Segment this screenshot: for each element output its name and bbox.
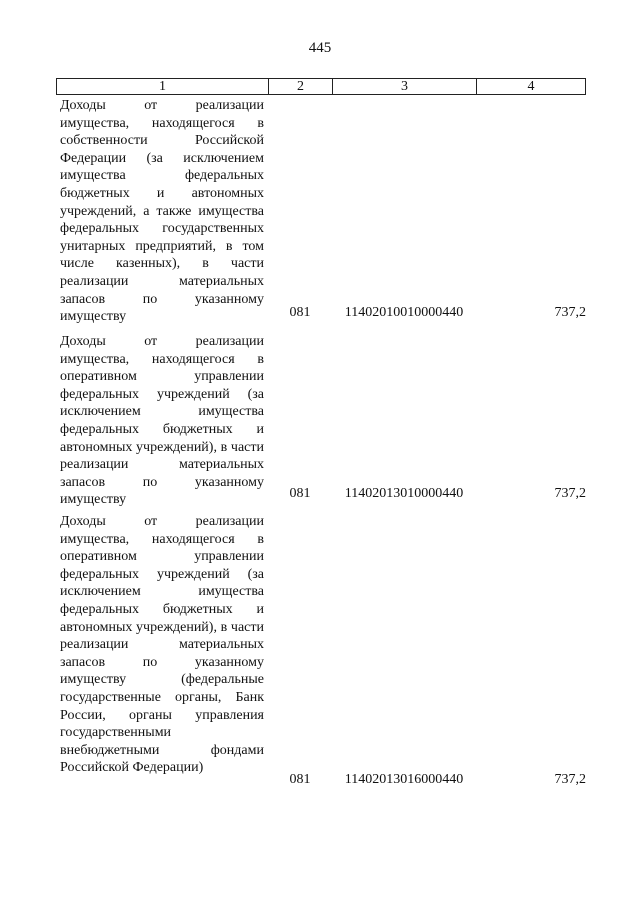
column-header-1: 1	[57, 79, 269, 94]
table-row	[56, 333, 586, 508]
budget-classification-code: 11402013016000440	[344, 772, 464, 787]
table-row	[56, 97, 586, 325]
income-description: Доходы от реализации имущества, находящегося в оперативном управлении федеральных учреждений (за исключением имущества федеральных бюджетных и автономных учреждений), в части реализации материальных запасов по указанному имуществу (федеральные государственные органы, Банк России, органы управления государственными внебюджетными фондами Российской Федерации)	[60, 514, 264, 776]
table-row	[56, 513, 586, 793]
column-header-2: 2	[269, 79, 333, 94]
admin-code: 081	[289, 486, 311, 501]
column-header-3: 3	[333, 79, 477, 94]
amount-value: 737,2	[554, 486, 586, 501]
column-header-4: 4	[527, 79, 535, 94]
income-description: Доходы от реализации имущества, находящегося в оперативном управлении федеральных учреждений (за исключением имущества федеральных бюджетных и автономных учреждений), в части реализации материальных запасов по указанному имуществу	[60, 334, 264, 508]
budget-classification-code: 11402010010000440	[344, 305, 464, 320]
page-number: 445	[308, 40, 332, 56]
budget-classification-code: 11402013010000440	[344, 486, 464, 501]
admin-code: 081	[289, 305, 311, 320]
admin-code: 081	[289, 772, 311, 787]
amount-value: 737,2	[554, 305, 586, 320]
income-description: Доходы от реализации имущества, находящегося в собственности Российской Федерации (за исключением имущества федеральных бюджетных и автономных учреждений, а также имущества федеральных государственных унитарных предприятий, в том числе казенных), в части реализации материальных запасов по указанному имуществу	[60, 98, 264, 325]
table-header-row	[56, 78, 586, 95]
amount-value: 737,2	[554, 772, 586, 787]
